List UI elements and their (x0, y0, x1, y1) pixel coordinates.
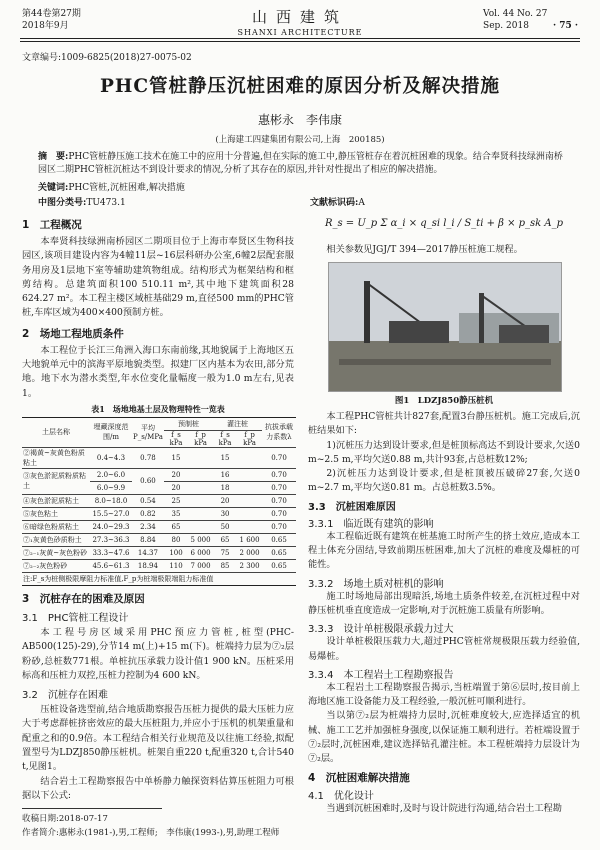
result-1: 1)沉桩压力达到设计要求,但是桩顶标高达不到设计要求,欠送0 m~2.5 m,平均欠送0.88 m,共计93套,占总桩数12%; (308, 439, 580, 465)
cell-fs-cast: 65 (213, 533, 237, 546)
cell-soil: ⑦₁灰黄色砂质粉土 (22, 533, 90, 546)
page-number: · 75 · (552, 21, 578, 31)
document-code (310, 195, 365, 208)
cell-fs-pre: 100 (164, 546, 188, 559)
journal-name-cn: 山西建筑 (251, 8, 348, 26)
cell-ps: 0.78 (132, 447, 164, 468)
formula (308, 218, 580, 229)
cell-fp-pre (188, 481, 213, 494)
cell-depth: 27.3~36.3 (90, 533, 132, 546)
cell-fs-cast: 75 (213, 546, 237, 559)
left-column (22, 217, 294, 803)
th-depth: 埋藏深度范围/m (90, 417, 132, 447)
cell-fs-pre: 110 (164, 559, 188, 572)
cell-fs-cast: 15 (213, 447, 237, 468)
th-fs-pre: f_s kPa (164, 430, 188, 447)
header-volume-en (483, 8, 578, 32)
cell-fp-cast (237, 481, 262, 494)
footnote-rule (22, 808, 162, 809)
section-3-3-1-heading: 3.3.1 临近既有建筑的影响 (308, 518, 434, 530)
th-cast: 灌注桩 (213, 417, 262, 430)
cell-fs-cast: 85 (213, 559, 237, 572)
th-fp-cast: f_p kPa (237, 430, 262, 447)
table-row (22, 546, 296, 559)
formula-note: 相关参数见JGJ/T 394—2017静压桩施工规程。 (326, 244, 523, 255)
cell-ratio: 0.65 (262, 559, 296, 572)
section-4-1-body: 当遇到沉桩困难时,及时与设计院进行沟通,结合岩土工程勘 (326, 802, 562, 814)
cell-fp-pre (188, 507, 213, 520)
author-bio: 作者简介:惠彬永(1981-),男,工程师; 李伟康(1993-),男,助理工程师 (22, 828, 280, 838)
cell-soil: ②褐黄~灰黄色粉质粘土 (22, 447, 90, 468)
section-1-heading: 1 工程概况 (22, 219, 82, 231)
clc-text: TU473.1 (86, 198, 126, 208)
table-row (22, 559, 296, 572)
section-3-3-2-heading: 3.3.2 场地土质对桩机的影响 (308, 578, 444, 590)
th-ratio: 抗拔承载力系数λ (262, 417, 296, 447)
cell-depth: 6.0~9.9 (90, 481, 132, 494)
section-3-1-body: 本工程号房区域采用PHC预应力管桩,桩型(PHC-AB500(125)-29),分节14 m(上)+15 m(下)。桩端持力层为⑦₂层粉砂,总桩数771根。单桩抗压承载力设计值1 900 kN。压桩采用标高和压桩力双控,压桩力控制为4 600 kN。 (22, 626, 294, 681)
cell-depth: 33.3~47.6 (90, 546, 132, 559)
section-3-2-body-cont: 结合岩土工程勘察报告中单桥静力触探资料估算压桩阻力可根据以下公式: (22, 775, 294, 801)
cell-fs-cast: 18 (213, 481, 237, 494)
keywords-label: 关键词: (38, 183, 69, 193)
article-number: 文章编号:1009-6825(2018)27-0075-02 (22, 53, 192, 63)
cell-fp-pre (188, 520, 213, 533)
cell-ratio: 0.70 (262, 494, 296, 507)
table-row (22, 494, 296, 507)
cell-ps: 0.82 (132, 507, 164, 520)
section-3-3-3-body: 设计单桩极限压载力大,超过PHC管桩常规极限压载力经验值,易爆桩。 (308, 636, 580, 662)
cell-depth: 2.0~6.0 (90, 468, 132, 481)
cell-soil: ⑤灰色粘土 (22, 507, 90, 520)
volume-issue-cn: 第44卷第27期 (22, 9, 81, 19)
cell-ps: 0.54 (132, 494, 164, 507)
volume-issue-en: Vol. 44 No. 27 (483, 9, 548, 19)
cell-fp-pre: 6 000 (188, 546, 213, 559)
document-code-label: 文献标识码: (310, 198, 359, 208)
section-3-3-4-body-b: 当以第⑦₂层为桩端持力层时,沉桩难度较大,应选择适宜的机械、施工工艺并加强桩身强度,以保证施工顺利进行。若桩端设置于⑦₂层时,沉桩困难,建议选择钻孔灌注桩。本工程桩端持力层设计为⑦₂层。 (308, 710, 580, 765)
section-3-heading: 3 沉桩存在的困难及原因 (22, 592, 145, 605)
cell-ratio: 0.65 (262, 546, 296, 559)
cell-ratio: 0.70 (262, 447, 296, 468)
date-en: Sep. 2018 (483, 21, 529, 31)
section-3-1-heading: 3.1 PHC管桩工程设计 (22, 612, 129, 624)
cell-depth: 0.4~4.3 (90, 447, 132, 468)
right-column-body (308, 410, 580, 816)
cell-fp-cast (237, 507, 262, 520)
cell-fp-cast (237, 494, 262, 507)
section-3-3-2-body: 施工时场地局部出现暗浜,场地土质条件较差,在沉桩过程中对静压桩机垂直度造成一定影响,对于沉桩施工质量有所影响。 (308, 590, 580, 616)
pile-driver-illustration (329, 263, 561, 391)
cell-ratio: 0.70 (262, 507, 296, 520)
cell-fs-pre: 25 (164, 494, 188, 507)
table-row (22, 468, 296, 481)
th-precast: 预制桩 (164, 417, 213, 430)
table-note: 注:F_s为桩侧极限摩阻力标准值,F_p为桩端极限端阻力标准值 (22, 572, 296, 585)
section-2-body: 本工程位于长江三角洲入海口东南前缘,其地貌属于上海地区五大地貌单元中的滨海平原地貌类型。拟建厂区内基本为农田,部分荒地。地下水为潜水类型,年水位变化量幅度一般为1.0 m左右,见表1。 (22, 344, 294, 399)
table-row (22, 533, 296, 546)
section-1-body: 本奉贤科技绿洲南桥园区二期项目位于上海市奉贤区生物科技园区,该项目建设内容为4幢11层~16层科研办公室,6幢2层配套服务用房及1层地下室等辅助建筑物组成。结构形式为框架结构和框剪结构。总建筑面积100 510.11 m²,其中地下建筑面积28 624.27 m²。本工程主楼区域桩基础29 m,直径500 mm的PHC管桩,车库区域为400×400预制方桩。 (22, 236, 294, 319)
cell-fs-pre: 15 (164, 447, 188, 468)
cell-ratio: 0.65 (262, 533, 296, 546)
cell-fp-pre: 5 000 (188, 533, 213, 546)
cell-soil: ⑦₂₋₁灰黄~灰色粉砂 (22, 546, 90, 559)
th-ps: 平均P_s/MPa (132, 417, 164, 447)
cell-fs-pre: 65 (164, 520, 188, 533)
section-3-3-4-body-a: 本工程岩土工程勘察报告揭示,当桩端置于第⑥层时,按目前上海地区施工设备能力及工程经验,一般沉桩可顺利进行。 (308, 681, 580, 708)
th-fs-cast: f_s kPa (213, 430, 237, 447)
section-3-2-heading: 3.2 沉桩存在困难 (22, 690, 108, 702)
abstract (38, 151, 568, 177)
date-cn: 2018年9月 (22, 21, 69, 31)
keywords-text: PHC管桩,沉桩困难,解决措施 (68, 183, 185, 193)
affiliation: (上海建工四建集团有限公司,上海 200185) (215, 135, 385, 145)
table-1-caption: 表1 场地地基土层及物理特性一览表 (91, 403, 225, 414)
section-4-heading: 4 沉桩困难解决措施 (308, 771, 410, 784)
cell-fp-cast: 1 600 (237, 533, 262, 546)
abstract-text: PHC管桩静压施工技术在施工中的应用十分普遍,但在实际的施工中,静压管桩存在着沉桩困难的现象。结合奉贤科技绿洲南桥园区二期PHC管桩沉桩达不到设计要求的情况,分析了其存在的原因,并针对性提出了相应的解决措施。 (38, 152, 563, 175)
formula-text: R_s = U_p Σ α_i × q_si l_i / S_ti + β × p_sk A_p (324, 218, 564, 229)
section-4-1-heading: 4.1 优化设计 (308, 790, 374, 802)
cell-ratio: 0.70 (262, 520, 296, 533)
th-fp-pre: f_p kPa (188, 430, 213, 447)
document-code-text: A (358, 198, 365, 208)
cell-ratio: 0.70 (262, 468, 296, 481)
cell-fs-cast: 50 (213, 520, 237, 533)
table-1 (22, 417, 296, 586)
pile-driver-photo (328, 262, 562, 392)
cell-ps: 2.34 (132, 520, 164, 533)
cell-fs-cast: 30 (213, 507, 237, 520)
cell-depth: 24.0~29.3 (90, 520, 132, 533)
section-3-3-1-body: 本工程临近既有建筑在桩基施工时所产生的挤土效应,造成本工程土体充分固结,导致前期压桩困难,加大了沉桩的难度及爆桩的可能性。 (308, 530, 580, 571)
cell-fp-cast (237, 447, 262, 468)
cell-fp-cast: 2 000 (237, 546, 262, 559)
header-rule (20, 38, 580, 39)
cell-fp-cast (237, 520, 262, 533)
authors: 惠彬永 李伟康 (257, 113, 342, 127)
cell-soil: ⑥暗绿色粉质粘土 (22, 520, 90, 533)
clc-number (38, 195, 126, 208)
cell-fs-pre: 20 (164, 468, 188, 481)
cell-fp-cast (237, 468, 262, 481)
table-row (22, 447, 296, 468)
cell-fs-pre: 35 (164, 507, 188, 520)
section-3-3-4-heading: 3.3.4 本工程岩土工程勘察报告 (308, 669, 454, 681)
cell-ps: 0.60 (132, 468, 164, 494)
cell-fp-pre (188, 494, 213, 507)
cell-fp-pre: 7 000 (188, 559, 213, 572)
cell-fp-cast: 2 300 (237, 559, 262, 572)
cell-fs-pre: 80 (164, 533, 188, 546)
th-soil: 土层名称 (22, 417, 90, 447)
results-intro: 本工程PHC管桩共计827套,配置3台静压桩机。施工完成后,沉桩结果如下: (308, 411, 580, 437)
cell-soil: ③灰色淤泥质粉质粘土 (22, 468, 90, 494)
cell-fs-cast: 20 (213, 494, 237, 507)
received-date: 收稿日期:2018-07-17 (22, 814, 108, 824)
figure-1-caption: 图1 LDZJ850静压桩机 (394, 396, 494, 406)
result-2: 2)沉桩压力达到设计要求,但是桩顶被压破碎27套,欠送0 m~2.7 m,平均欠送0.81 m。占总桩数3.5%。 (308, 468, 580, 494)
cell-depth: 45.6~61.3 (90, 559, 132, 572)
cell-depth: 15.5~27.0 (90, 507, 132, 520)
table-note-row (22, 572, 296, 585)
cell-fp-pre (188, 447, 213, 468)
cell-fs-pre: 20 (164, 481, 188, 494)
header-rule-thin (20, 41, 580, 42)
cell-fs-cast: 16 (213, 468, 237, 481)
cell-depth: 8.0~18.0 (90, 494, 132, 507)
table-row (22, 507, 296, 520)
section-2-heading: 2 场地工程地质条件 (22, 327, 124, 340)
journal-name-en: SHANXI ARCHITECTURE (237, 28, 363, 37)
abstract-label: 摘 要: (38, 152, 69, 162)
section-3-3-3-heading: 3.3.3 设计单桩极限承载力过大 (308, 624, 454, 636)
section-3-2-body: 压桩设备选型前,结合地质勘察报告压桩力提供的最大压桩力应大于考虑群桩挤密效应的最大压桩阻力,并应小于压机的机架重量和配重之和的0.9倍。本工程结合相关行业规范及以往施工经验,拟配置型号为LDZJ850静压桩机。桩架自重220 t,配重320 t,合计540 t,见图1。 (22, 704, 294, 773)
cell-ps: 8.84 (132, 533, 164, 546)
cell-fp-pre (188, 468, 213, 481)
cell-soil: ④灰色淤泥质粘土 (22, 494, 90, 507)
cell-ratio: 0.70 (262, 481, 296, 494)
paper-title: PHC管桩静压沉桩困难的原因分析及解决措施 (99, 76, 501, 97)
keywords (38, 180, 185, 193)
table-row (22, 520, 296, 533)
section-3-3-heading: 3.3 沉桩困难原因 (308, 501, 396, 513)
cell-ps: 14.37 (132, 546, 164, 559)
cell-ps: 18.94 (132, 559, 164, 572)
clc-label: 中图分类号: (38, 198, 87, 208)
cell-soil: ⑦₂₋₂灰色粉砂 (22, 559, 90, 572)
